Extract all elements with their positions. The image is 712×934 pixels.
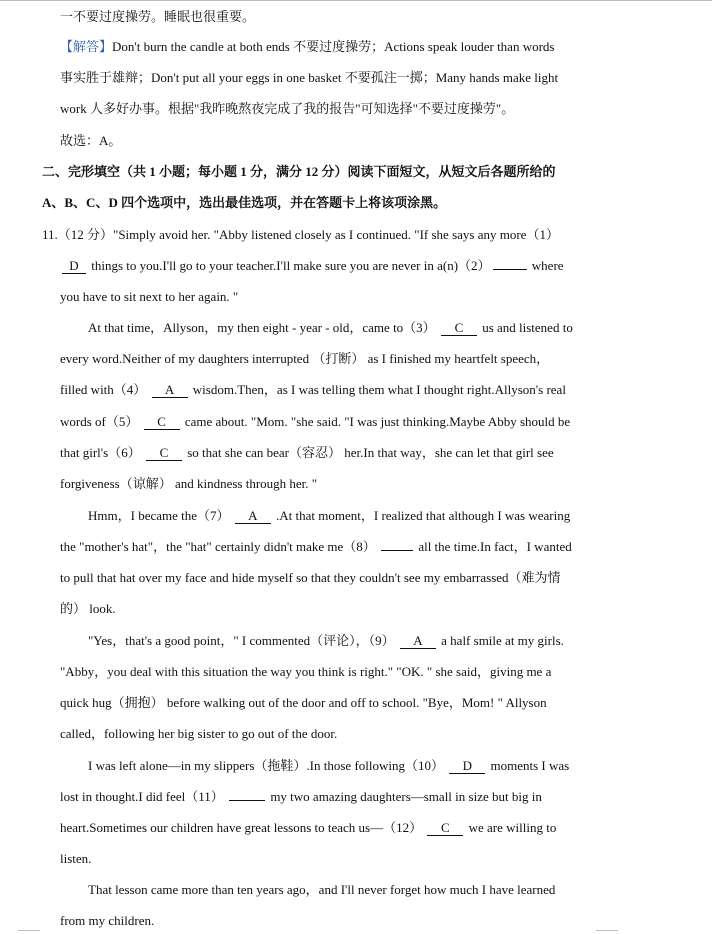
passage-line-18 (88, 757, 569, 775)
passage-line-14 (88, 632, 564, 650)
analysis-tag: 【解答】 (60, 39, 113, 54)
passage-line-22: That lesson came more than ten years ago，and I'll never forget how much I have learned (88, 882, 556, 897)
passage-line-15: "Abby，you deal with this situation the way you think is right." "OK. " she said，giving me a (60, 664, 552, 679)
passage-text: came about. "Mom. "she said. "I was just thinking.Maybe Abby should be (184, 414, 571, 429)
passage-line-12: to pull that hat over my face and hide myself so that they couldn't see my embarrassed（难为情 (60, 570, 561, 585)
passage-line-5: every word.Neither of my daughters interrupted （打断） as I finished my heartfelt speech， (60, 351, 550, 366)
passage-line-8 (60, 444, 554, 462)
analysis-line-3: work 人多好办事。根据"我昨晚熬夜完成了我的报告"可知选择"不要过度操劳"。 (60, 101, 515, 116)
passage-line-16: quick hug（拥抱） before walking out of the door and off to school. "Bye，Mom! " Allyson (60, 695, 547, 710)
passage-line-20 (60, 819, 556, 837)
passage-text: so that she can bear（容忍） her.In that way，she can let that girl see (187, 445, 554, 460)
passage-text: that girl's（6） (60, 445, 141, 460)
passage-line-11 (60, 538, 572, 556)
answer-blank-5: C (144, 414, 180, 430)
passage-line-4 (88, 319, 573, 337)
passage-text: Hmm，I became the（7） (88, 508, 230, 523)
answer-blank-1: D (62, 258, 86, 274)
passage-text: we are willing to (468, 820, 557, 835)
passage-line-19 (60, 788, 542, 806)
passage-text: us and listened to (482, 320, 573, 335)
section-heading-line-2: A、B、C、D 四个选项中，选出最佳选项，并在答题卡上将该项涂黑。 (42, 195, 447, 210)
passage-line-7 (60, 413, 570, 431)
passage-line-23: from my children. (60, 913, 155, 928)
passage-text: "Yes，that's a good point，" I commented（评论），（9） (88, 633, 395, 648)
passage-text: the "mother's hat"，the "hat" certainly didn't make me（8） (60, 539, 376, 554)
answer-blank-11 (229, 800, 265, 801)
answer-blank-6: C (146, 445, 182, 461)
passage-text: where (531, 258, 564, 273)
passage-line-17: called，following her big sister to go out of the door. (60, 726, 338, 741)
passage-line-2 (60, 257, 564, 275)
answer-blank-2 (493, 269, 527, 270)
passage-text: lost in thought.I did feel（11） (60, 789, 224, 804)
analysis-text: Don't burn the candle at both ends 不要过度操劳；Actions speak louder than words (112, 39, 555, 54)
passage-line-1: 11.（12 分）"Simply avoid her. "Abby listened closely as I continued. "If she says any more（1） (42, 227, 559, 242)
passage-text: my two amazing daughters—small in size but big in (270, 789, 542, 804)
passage-line-3: you have to sit next to her again. " (60, 289, 239, 304)
answer-choice: 故选：A。 (60, 133, 122, 148)
answer-blank-4: A (152, 382, 188, 398)
passage-line-6 (60, 381, 566, 399)
passage-text: wisdom.Then，as I was telling them what I thought right.Allyson's real (192, 382, 566, 397)
passage-line-10 (88, 507, 570, 525)
passage-line-9: forgiveness（谅解） and kindness through her. " (60, 476, 318, 491)
answer-blank-3: C (441, 320, 477, 336)
answer-blank-10: D (449, 758, 485, 774)
passage-line-21: listen. (60, 851, 92, 866)
section-heading-line-1: 二、完形填空（共 1 小题；每小题 1 分，满分 12 分）阅读下面短文，从短文后各题所给的 (42, 164, 556, 179)
passage-text: moments I was (490, 758, 570, 773)
passage-text: a half smile at my girls. (441, 633, 564, 648)
prev-question-tail: 一不要过度操劳。睡眠也很重要。 (60, 9, 256, 24)
answer-blank-8 (381, 550, 413, 551)
page-corner-mark-left (18, 930, 40, 931)
page-corner-mark-right (596, 930, 618, 931)
passage-text: heart.Sometimes our children have great lessons to teach us—（12） (60, 820, 423, 835)
passage-text: things to you.I'll go to your teacher.I'll make sure you are never in a(n)（2） (91, 258, 491, 273)
analysis-line-2: 事实胜于雄辩；Don't put all your eggs in one basket 不要孤注一掷；Many hands make light (60, 70, 559, 85)
passage-text: I was left alone—in my slippers（拖鞋）.In those following（10） (88, 758, 445, 773)
page-top-edge (0, 0, 712, 1)
passage-text: words of（5） (60, 414, 139, 429)
passage-text: filled with（4） (60, 382, 147, 397)
passage-text: all the time.In fact，I wanted (418, 539, 572, 554)
answer-blank-7: A (235, 508, 271, 524)
answer-blank-9: A (400, 633, 436, 649)
analysis-line-1 (60, 38, 554, 56)
passage-text: .At that moment，I realized that although I was wearing (276, 508, 571, 523)
passage-text: At that time，Allyson，my then eight - year - old，came to（3） (88, 320, 436, 335)
answer-blank-12: C (427, 820, 463, 836)
passage-line-13: 的） look. (60, 601, 116, 616)
